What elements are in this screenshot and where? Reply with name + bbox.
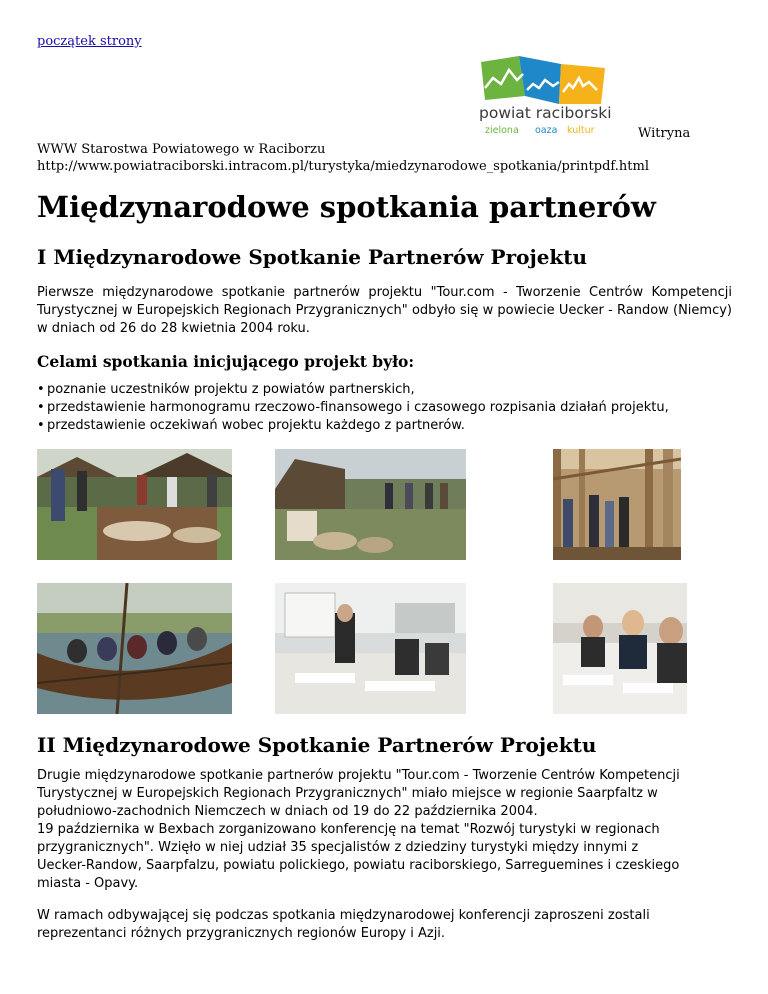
logo-tagline-3: kultur bbox=[567, 125, 595, 136]
photo-outdoor-workshop bbox=[275, 449, 466, 560]
photo-meeting-table bbox=[553, 583, 687, 714]
goals-heading: Celami spotkania inicjującego projekt było: bbox=[37, 352, 415, 371]
text-line: reprezentanci różnych przygranicznych regionów Europy i Azji. bbox=[37, 926, 446, 941]
section2-paragraph bbox=[37, 767, 732, 893]
top-of-page-link[interactable]: początek strony bbox=[37, 34, 142, 49]
page-url: http://www.powiatraciborski.intracom.pl/turystyka/miedzynarodowe_spotkania/printpdf.html bbox=[37, 159, 649, 174]
page-title: Międzynarodowe spotkania partnerów bbox=[37, 190, 656, 224]
section1-paragraph: Pierwsze międzynarodowe spotkanie partnerów projektu "Tour.com - Tworzenie Centrów Kompetencji Turystycznej w Europejskich Regionach Przygranicznych" odbyło się w powiecie Uecker - Randow (Niemcy) w dniach od 26 do 28 kwietnia 2004 roku. bbox=[37, 285, 732, 336]
list-item: • poznanie uczestników projektu z powiatów partnerskich, bbox=[37, 381, 669, 399]
logo-tagline-1: zielona bbox=[485, 125, 519, 136]
site-name: WWW Starostwa Powiatowego w Raciborzu bbox=[37, 142, 326, 157]
logo-graphic bbox=[475, 54, 615, 136]
goals-list bbox=[37, 381, 669, 435]
text-line: miasta - Opavy. bbox=[37, 876, 139, 891]
list-item: • przedstawienie oczekiwań wobec projektu każdego z partnerów. bbox=[37, 417, 669, 435]
powiat-raciborski-logo bbox=[475, 54, 615, 136]
witryna-label: Witryna bbox=[638, 126, 691, 141]
text-line: południowo-zachodnich Niemczech w dniach od 19 do 22 października 2004. bbox=[37, 804, 538, 819]
text-line: Turystycznej w Europejskich Regionach Przygranicznych" miało miejsce w regionie Saarpfaltz w bbox=[37, 786, 658, 801]
photo-conference-room bbox=[275, 583, 466, 714]
photo-timber-interior bbox=[553, 449, 681, 560]
text-line: Uecker-Randow, Saarpfalzu, powiatu polickiego, powiatu raciborskiego, Sarreguemines i czeskiego bbox=[37, 858, 680, 873]
section2-heading: II Międzynarodowe Spotkanie Partnerów Projektu bbox=[37, 733, 597, 757]
text-line: Drugie międzynarodowe spotkanie partnerów projektu "Tour.com - Tworzenie Centrów Kompetencji bbox=[37, 768, 680, 783]
section1-heading: I Międzynarodowe Spotkanie Partnerów Projektu bbox=[37, 245, 588, 269]
photo-wood-carving-outdoor bbox=[37, 449, 232, 560]
photo-viking-boat bbox=[37, 583, 232, 714]
list-item: • przedstawienie harmonogramu rzeczowo-finansowego i czasowego rozpisania działań projektu, bbox=[37, 399, 669, 417]
text-line: W ramach odbywającej się podczas spotkania międzynarodowej konferencji zaproszeni zostali bbox=[37, 908, 650, 923]
section2-paragraph-2 bbox=[37, 907, 732, 943]
text-line: przygranicznych". Wzięło w niej udział 35 specjalistów z dziedziny turystyki między innymi z bbox=[37, 840, 639, 855]
logo-name: powiat raciborski bbox=[479, 104, 612, 122]
logo-tagline-2: oaza bbox=[535, 125, 558, 136]
text-line: 19 października w Bexbach zorganizowano konferencję na temat "Rozwój turystyki w regionach bbox=[37, 822, 660, 837]
